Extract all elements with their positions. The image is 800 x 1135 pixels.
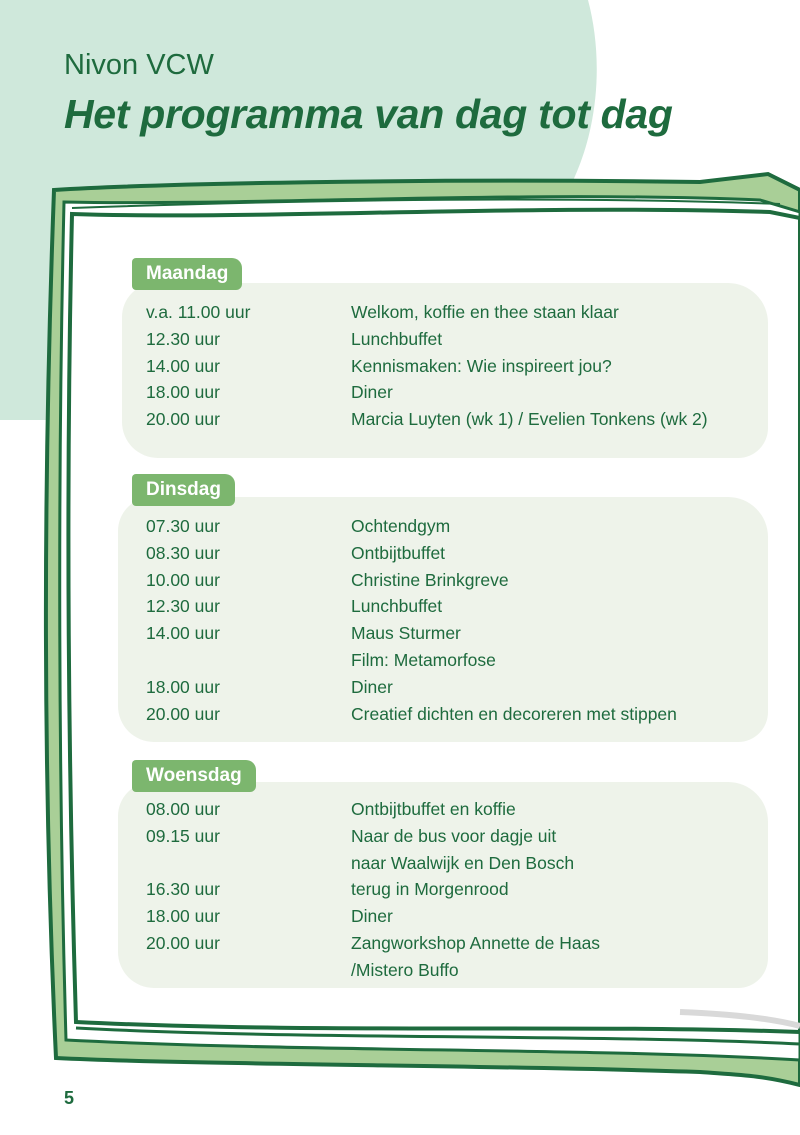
activity-cell: Ochtendgym: [351, 516, 451, 536]
activity-cell: Ontbijtbuffet: [351, 542, 446, 563]
schedule-row: [146, 850, 600, 877]
activity-cell: Diner: [351, 906, 393, 927]
time-cell: 20.00 uur: [146, 932, 220, 953]
schedule-row: [146, 406, 708, 433]
schedule-row: [146, 593, 677, 620]
page-number: 5: [64, 1088, 75, 1108]
schedule-row: [146, 379, 708, 406]
activity-cell: Diner: [351, 382, 393, 403]
time-cell: 08.00 uur: [146, 799, 220, 819]
page-header: [64, 48, 673, 138]
schedule-row: [146, 299, 708, 326]
time-cell: 16.30 uur: [146, 879, 220, 900]
activity-cell: Lunchbuffet: [351, 328, 443, 349]
activity-cell: Naar de bus voor dagje uit: [351, 825, 557, 846]
activity-cell: Welkom, koffie en thee staan klaar: [351, 302, 619, 322]
time-cell: 18.00 uur: [146, 676, 220, 697]
activity-cell: naar Waalwijk en Den Bosch: [351, 852, 575, 873]
activity-cell: Diner: [351, 676, 393, 697]
schedule-row: [146, 796, 600, 823]
schedule-row: [146, 647, 677, 674]
time-cell: 14.00 uur: [146, 623, 220, 644]
schedule-row: [146, 957, 600, 984]
activity-cell: terug in Morgenrood: [351, 879, 509, 900]
activity-cell: Lunchbuffet: [351, 596, 443, 617]
schedule-tuesday: [146, 513, 677, 727]
activity-cell: Zangworkshop Annette de Haas: [351, 932, 601, 953]
activity-cell: Christine Brinkgreve: [351, 569, 509, 590]
day-tab-monday: Maandag: [132, 258, 242, 290]
schedule-wednesday: [146, 796, 600, 984]
time-cell: 10.00 uur: [146, 569, 220, 590]
time-cell: 08.30 uur: [146, 542, 220, 563]
schedule-monday: [146, 299, 708, 433]
schedule-row: [146, 930, 600, 957]
time-cell: 14.00 uur: [146, 355, 220, 376]
schedule-row: [146, 674, 677, 701]
schedule-row: [146, 513, 677, 540]
schedule-row: [146, 903, 600, 930]
activity-cell: Maus Sturmer: [351, 623, 461, 644]
activity-cell: Kennismaken: Wie inspireert jou?: [351, 355, 612, 376]
activity-cell: Marcia Luyten (wk 1) / Evelien Tonkens (wk 2): [351, 409, 708, 430]
time-cell: 20.00 uur: [146, 409, 220, 430]
page-subtitle: Nivon VCW: [64, 49, 214, 81]
time-cell: 12.30 uur: [146, 596, 220, 617]
time-cell: v.a. 11.00 uur: [146, 302, 251, 322]
time-cell: 18.00 uur: [146, 382, 220, 403]
activity-cell: /Mistero Buffo: [351, 959, 459, 980]
time-cell: 20.00 uur: [146, 703, 220, 724]
time-cell: 09.15 uur: [146, 825, 220, 846]
activity-cell: Film: Metamorfose: [351, 649, 496, 670]
day-tab-wednesday: Woensdag: [132, 760, 256, 792]
schedule-row: [146, 701, 677, 728]
activity-cell: Ontbijtbuffet en koffie: [351, 799, 516, 819]
time-cell: 18.00 uur: [146, 906, 220, 927]
day-tab-tuesday: Dinsdag: [132, 474, 235, 506]
time-cell: 12.30 uur: [146, 328, 220, 349]
schedule-row: [146, 567, 677, 594]
schedule-row: [146, 823, 600, 850]
schedule-row: [146, 540, 677, 567]
schedule-row: [146, 326, 708, 353]
page-title: Het programma van dag tot dag: [64, 91, 673, 137]
schedule-row: [146, 876, 600, 903]
schedule-row: [146, 353, 708, 380]
activity-cell: Creatief dichten en decoreren met stippen: [351, 703, 677, 724]
schedule-row: [146, 620, 677, 647]
time-cell: 07.30 uur: [146, 516, 220, 536]
